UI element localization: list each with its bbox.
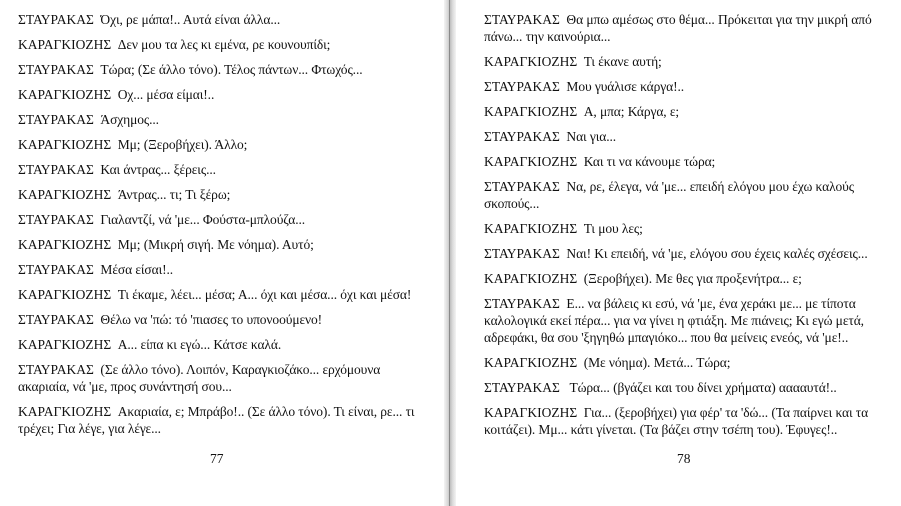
dialogue-text: Ναι για... <box>566 129 617 144</box>
speaker-name: ΣΤΑΥΡΑΚΑΣ <box>18 312 94 327</box>
dialogue-text: Ε... να βάλεις κι εσύ, νά 'με, ένα χεράκι με... με τίποτα καλολογικά εκεί πέρα... για να γίνει η φτιάξη. Με πιάνεις; Κι εγώ μετά, αδρεφάκι, θα σου 'ξηγηθώ μπαγιόκο... που θα μείνεις ενεός, νά 'με!.. <box>484 296 864 345</box>
speaker-name: ΚΑΡΑΓΚΙΟΖΗΣ <box>18 87 112 102</box>
speaker-name: ΣΤΑΥΡΑΚΑΣ <box>484 12 560 27</box>
dialogue-line <box>18 403 432 437</box>
dialogue-line <box>484 220 887 237</box>
speaker-name: ΣΤΑΥΡΑΚΑΣ <box>18 12 94 27</box>
dialogue-text: (Ξεροβήχει). Με θες για προξενήτρα... ε; <box>583 271 802 286</box>
dialogue-text: Α, μπα; Κάργα, ε; <box>583 104 680 119</box>
dialogue-line <box>484 245 887 262</box>
speaker-name: ΚΑΡΑΓΚΙΟΖΗΣ <box>484 154 578 169</box>
dialogue-text: Και τι να κάνουμε τώρα; <box>583 154 716 169</box>
speaker-name: ΚΑΡΑΓΚΙΟΖΗΣ <box>484 405 578 420</box>
speaker-name: ΣΤΑΥΡΑΚΑΣ <box>18 362 94 377</box>
dialogue-text: Και άντρας... ξέρεις... <box>100 162 216 177</box>
dialogue-line <box>484 295 887 346</box>
speaker-name: ΚΑΡΑΓΚΙΟΖΗΣ <box>484 54 578 69</box>
speaker-name: ΚΑΡΑΓΚΙΟΖΗΣ <box>18 404 112 419</box>
dialogue-line <box>18 336 432 353</box>
dialogue-line <box>484 270 887 287</box>
dialogue-line <box>18 211 432 228</box>
dialogue-line <box>18 86 432 103</box>
dialogue-line <box>18 236 432 253</box>
speaker-name: ΚΑΡΑΓΚΙΟΖΗΣ <box>18 287 112 302</box>
speaker-name: ΚΑΡΑΓΚΙΟΖΗΣ <box>18 37 112 52</box>
dialogue-text: Μου γυάλισε κάργα!.. <box>566 79 685 94</box>
dialogue-text: Θέλω να 'πώ: τό 'πιασες το υπονοούμενο! <box>100 312 323 327</box>
speaker-name: ΣΤΑΥΡΑΚΑΣ <box>484 129 560 144</box>
dialogue-text: Α... είπα κι εγώ... Κάτσε καλά. <box>117 337 282 352</box>
speaker-name: ΣΤΑΥΡΑΚΑΣ <box>484 296 560 311</box>
dialogue-line <box>484 404 887 438</box>
dialogue-text: Τι έκανε αυτή; <box>583 54 662 69</box>
book-gutter <box>444 0 456 506</box>
dialogue-text: Όχι, ρε μάπα!.. Αυτά είναι άλλα... <box>100 12 281 27</box>
dialogue-line <box>18 36 432 53</box>
dialogue-line <box>18 311 432 328</box>
right-page <box>456 0 901 506</box>
speaker-name: ΣΤΑΥΡΑΚΑΣ <box>18 62 94 77</box>
right-page-text <box>484 11 887 446</box>
speaker-name: ΣΤΑΥΡΑΚΑΣ <box>484 179 560 194</box>
dialogue-text: Να, ρε, έλεγα, νά 'με... επειδή ελόγου μου έχω καλούς σκοπούς... <box>484 179 854 211</box>
speaker-name: ΚΑΡΑΓΚΙΟΖΗΣ <box>18 137 112 152</box>
dialogue-text: Μμ; (Μικρή σιγή. Με νόημα). Αυτό; <box>117 237 314 252</box>
dialogue-line <box>18 186 432 203</box>
dialogue-line <box>18 11 432 28</box>
dialogue-text: Άντρας... τι; Τι ξέρω; <box>117 187 231 202</box>
dialogue-text: (Με νόημα). Μετά... Τώρα; <box>583 355 731 370</box>
dialogue-text: Δεν μου τα λες κι εμένα, ρε κουνουπίδι; <box>117 37 331 52</box>
dialogue-text: Για... (ξεροβήχει) για φέρ' τα 'δώ... (Τα παίρνει και τα κοιτάζει). Μμ... κάτι γίνεται. (Τα βάζει στην τσέπη του). Έφυγες!.. <box>484 405 869 437</box>
dialogue-text: Τι έκαμε, λέει... μέσα; Α... όχι και μέσα... όχι και μέσα! <box>117 287 412 302</box>
speaker-name: ΚΑΡΑΓΚΙΟΖΗΣ <box>484 271 578 286</box>
dialogue-text: Ακαριαία, ε; Μπράβο!.. (Σε άλλο τόνο). Τι είναι, ρε... τι τρέχει; Για λέγε, για λέγε... <box>18 404 415 436</box>
speaker-name: ΚΑΡΑΓΚΙΟΖΗΣ <box>484 355 578 370</box>
speaker-name: ΚΑΡΑΓΚΙΟΖΗΣ <box>18 187 112 202</box>
dialogue-line <box>484 379 887 396</box>
speaker-name: ΣΤΑΥΡΑΚΑΣ <box>18 262 94 277</box>
dialogue-text: Γιαλαντζί, νά 'με... Φούστα-μπλούζα... <box>100 212 306 227</box>
dialogue-line <box>484 53 887 70</box>
dialogue-line <box>18 286 432 303</box>
dialogue-line <box>18 61 432 78</box>
dialogue-text: Ναι! Κι επειδή, νά 'με, ελόγου σου έχεις καλές σχέσεις... <box>566 246 868 261</box>
dialogue-line <box>18 261 432 278</box>
dialogue-text: Άσχημος... <box>100 112 159 127</box>
speaker-name: ΚΑΡΑΓΚΙΟΖΗΣ <box>484 221 578 236</box>
dialogue-text: Μμ; (Ξεροβήχει). Άλλο; <box>117 137 248 152</box>
dialogue-line <box>484 11 887 45</box>
dialogue-line <box>484 354 887 371</box>
dialogue-line <box>484 178 887 212</box>
gutter-line <box>449 0 450 506</box>
speaker-name: ΚΑΡΑΓΚΙΟΖΗΣ <box>18 237 112 252</box>
dialogue-text: Τώρα; (Σε άλλο τόνο). Τέλος πάντων... Φτωχός... <box>100 62 363 77</box>
speaker-name: ΣΤΑΥΡΑΚΑΣ <box>484 79 560 94</box>
dialogue-text: Τώρα... (βγάζει και του δίνει χρήματα) ααααυτά!.. <box>566 380 837 395</box>
speaker-name: ΣΤΑΥΡΑΚΑΣ <box>484 246 560 261</box>
dialogue-line <box>484 153 887 170</box>
dialogue-line <box>18 111 432 128</box>
speaker-name: ΣΤΑΥΡΑΚΑΣ <box>484 380 560 395</box>
dialogue-line <box>18 136 432 153</box>
dialogue-text: (Σε άλλο τόνο). Λοιπόν, Καραγκιοζάκο... ερχόμουνα ακαριαία, νά 'με, προς συνάντησή σου... <box>18 362 381 394</box>
dialogue-line <box>484 78 887 95</box>
speaker-name: ΣΤΑΥΡΑΚΑΣ <box>18 212 94 227</box>
left-page-text <box>18 11 432 445</box>
speaker-name: ΚΑΡΑΓΚΙΟΖΗΣ <box>18 337 112 352</box>
dialogue-text: Θα μπω αμέσως στο θέμα... Πρόκειται για την μικρή από πάνω... την καινούρια... <box>484 12 872 44</box>
page-number: 78 <box>677 451 691 466</box>
left-page <box>0 0 446 506</box>
dialogue-line <box>18 161 432 178</box>
dialogue-line <box>484 128 887 145</box>
dialogue-text: Τι μου λες; <box>583 221 643 236</box>
speaker-name: ΣΤΑΥΡΑΚΑΣ <box>18 162 94 177</box>
dialogue-line <box>18 361 432 395</box>
speaker-name: ΣΤΑΥΡΑΚΑΣ <box>18 112 94 127</box>
page-number: 77 <box>210 451 224 466</box>
dialogue-text: Μέσα είσαι!.. <box>100 262 174 277</box>
speaker-name: ΚΑΡΑΓΚΙΟΖΗΣ <box>484 104 578 119</box>
dialogue-text: Οχ... μέσα είμαι!.. <box>117 87 215 102</box>
dialogue-line <box>484 103 887 120</box>
